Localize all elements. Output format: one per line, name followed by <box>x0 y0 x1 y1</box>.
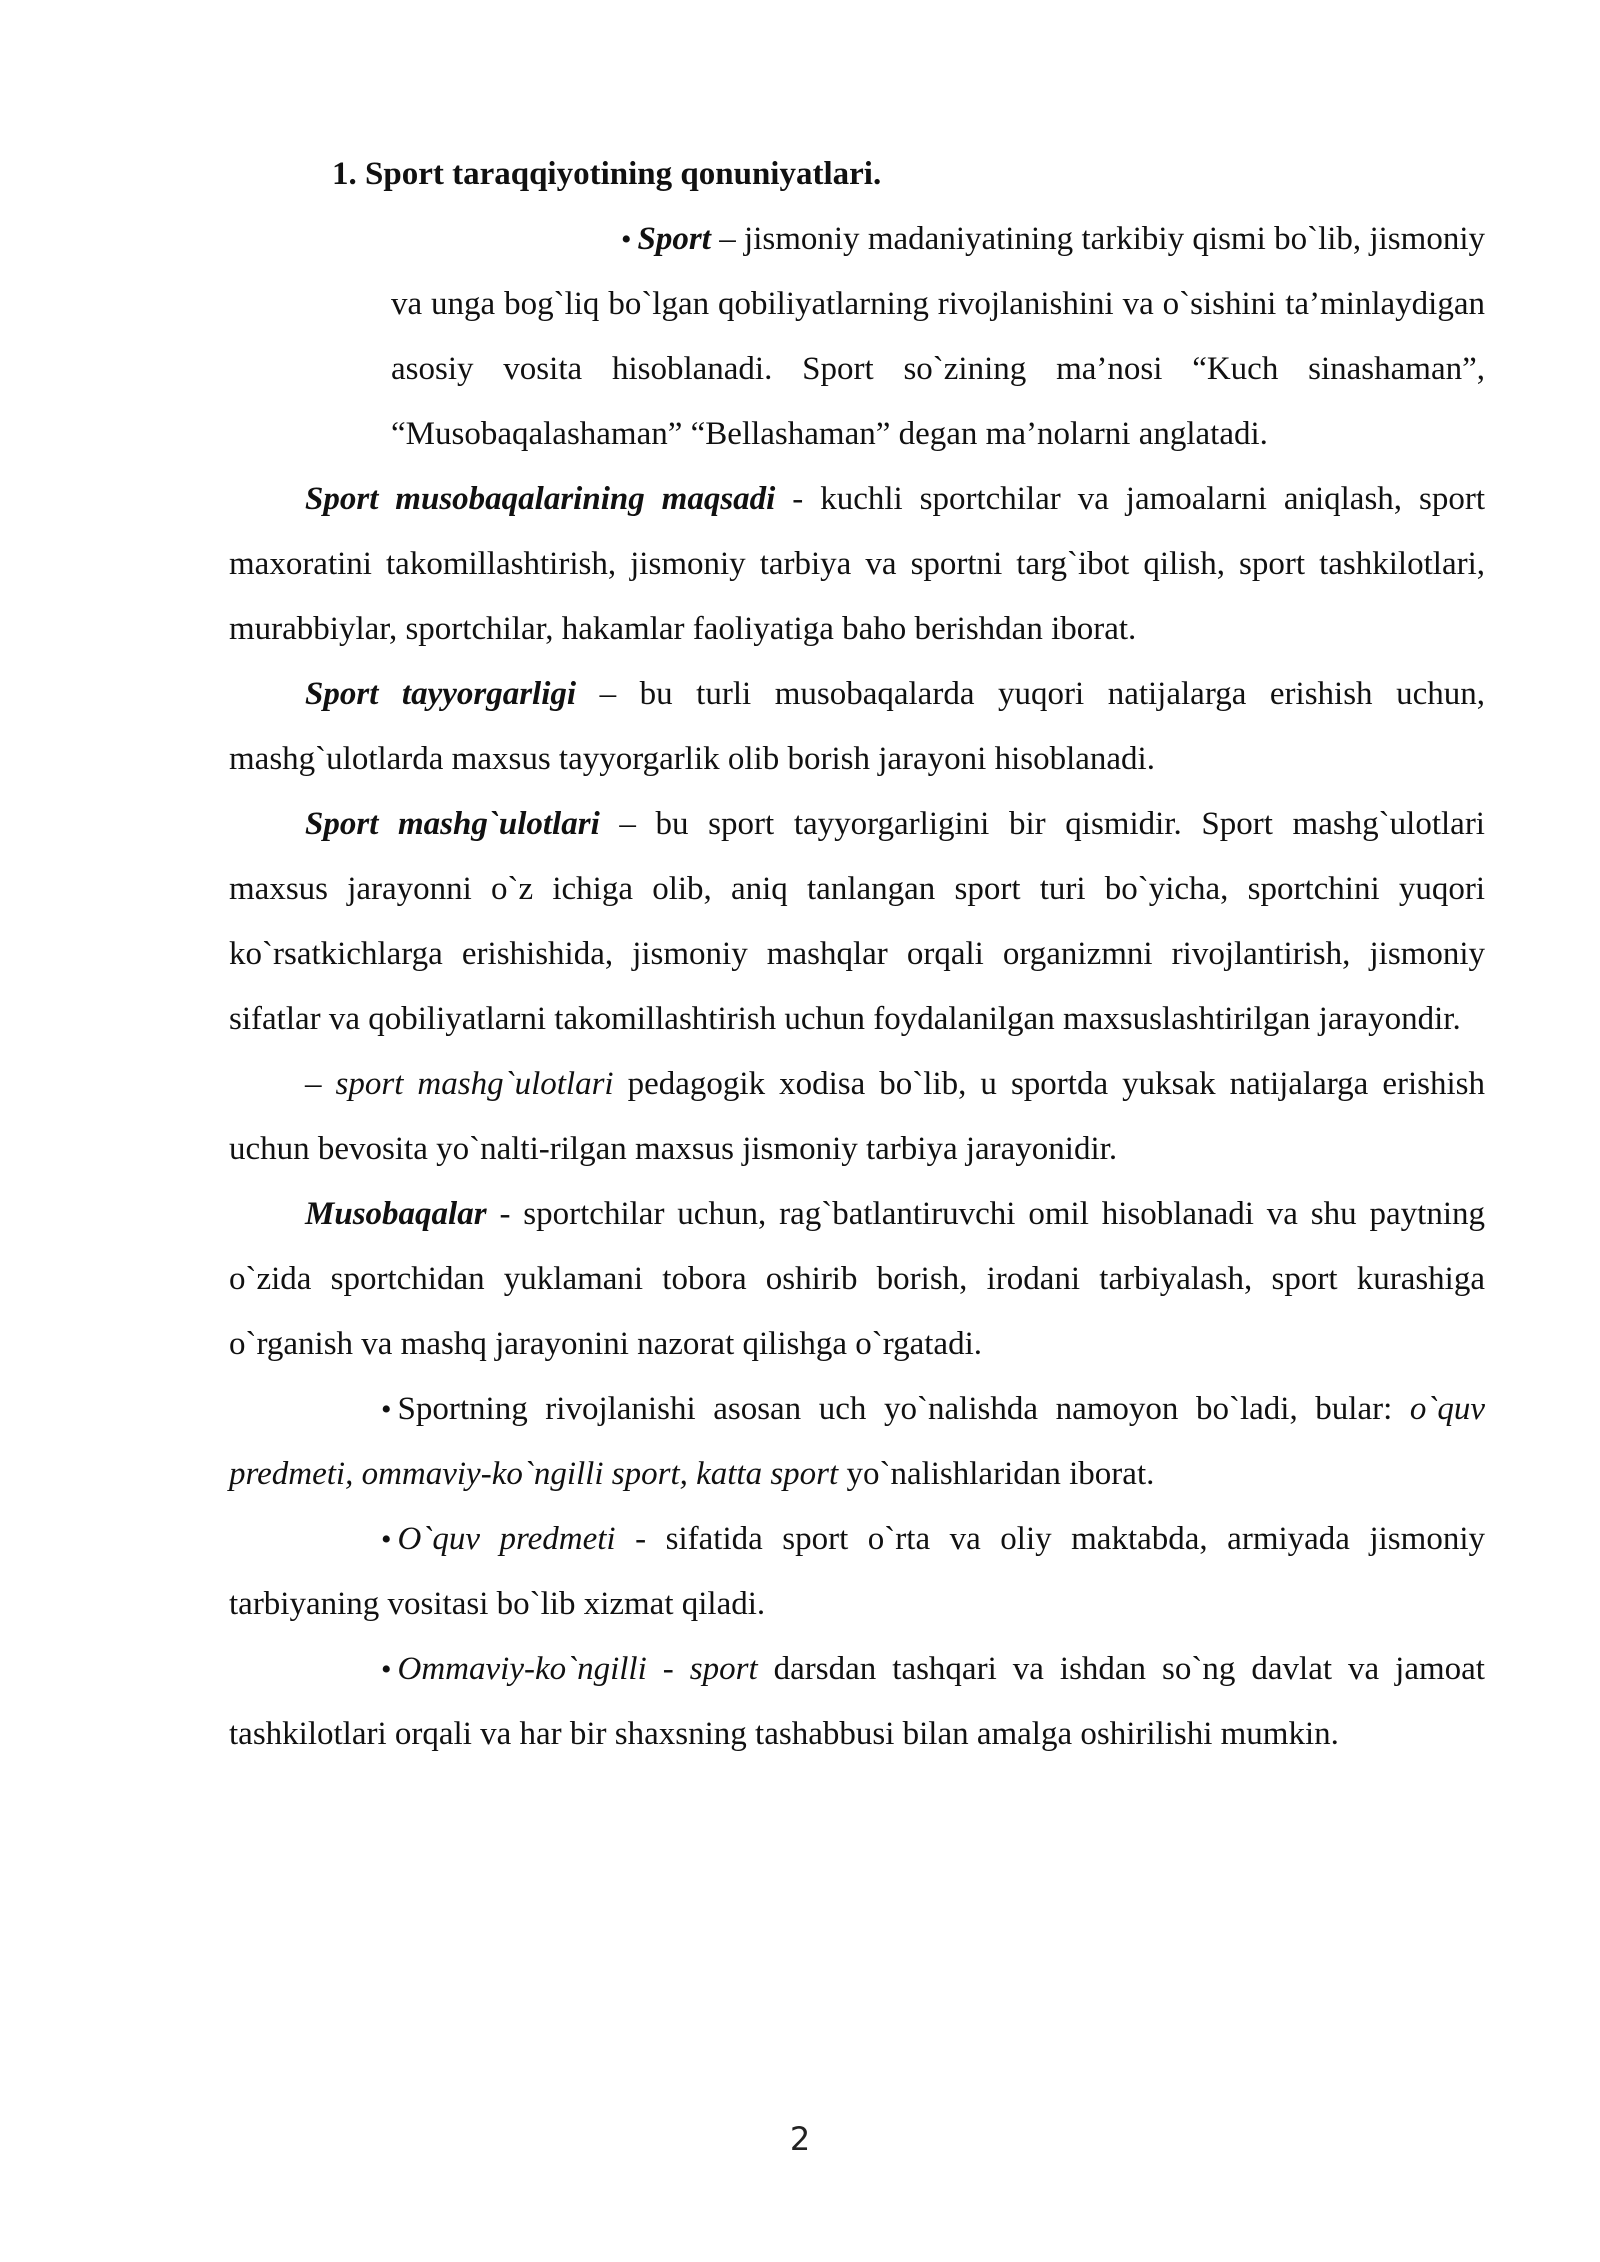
bullet-icon: • <box>381 1653 392 1686</box>
term-academic-subject: O`quv predmeti <box>397 1521 616 1557</box>
term-sport-training: Sport mashg`ulotlari <box>305 806 600 842</box>
paragraph-tail: yo`nalishlaridan iborat. <box>838 1456 1155 1492</box>
academic-subject-paragraph <box>229 1507 1485 1637</box>
competitions-paragraph <box>229 1182 1485 1377</box>
paragraph-text: – jismoniy madaniyatining tarkibiy qismi bo`lib, jismoniy va unga bog`liq bo`lgan qobiliyatlarning rivojlanishini va o`sishini ta’minlaydigan asosiy vosita hisoblanadi. Sport so`zining ma’nosi “Kuch sinashaman”, “Musobaqalashaman” “Bellashaman” degan ma’nolarni anglatadi. <box>391 221 1485 452</box>
directions-list: o`quv predmeti, ommaviy-ko`ngilli sport, katta sport <box>229 1391 1485 1492</box>
paragraph-text: - sportchilar uchun, rag`batlantiruvchi omil hisoblanadi va shu paytning o`zida sportchidan yuklamani tobora oshirib borish, irodani tarbiyalash, sport kurashiga o`rganish va mashq jarayonini nazorat qilishga o`rgatadi. <box>229 1196 1485 1362</box>
bullet-icon: • <box>621 223 632 256</box>
paragraph-text: - kuchli sportchilar va jamoalarni aniqlash, sport maxoratini takomillashtirish, jismoniy tarbiya va sportni targ`ibot qilish, sport tashkilotlari, murabbiylar, sportchilar, hakamlar faoliyatiga baho berishdan iborat. <box>229 481 1485 647</box>
bullet-icon: • <box>381 1523 392 1556</box>
paragraph-text: pedagogik xodisa bo`lib, u sportda yuksak natijalarga erishish uchun bevosita yo`nalti-rilgan maxsus jismoniy tarbiya jarayonidir. <box>229 1066 1485 1167</box>
page-content <box>229 142 1485 1767</box>
section-heading: 1. Sport taraqqiyotining qonuniyatlari. <box>332 156 882 192</box>
sport-training-paragraph <box>229 792 1485 1052</box>
paragraph-text: darsdan tashqari va ishdan so`ng davlat va jamoat tashkilotlari orqali va har bir shaxsning tashabbusi bilan amalga oshirilishi mumkin. <box>229 1651 1485 1752</box>
mass-sport-paragraph <box>229 1637 1485 1767</box>
paragraph-text: Sportning rivojlanishi asosan uch yo`nalishda namoyon bo`ladi, bular: <box>397 1391 1410 1427</box>
paragraph-text: - sifatida sport o`rta va oliy maktabda, armiyada jismoniy tarbiyaning vositasi bo`lib xizmat qiladi. <box>229 1521 1485 1622</box>
term-mass-voluntary: Ommaviy-ko`ngilli <box>397 1651 647 1687</box>
paragraph-text: – bu turli musobaqalarda yuqori natijalarga erishish uchun, mashg`ulotlarda maxsus tayyorgarlik olib borish jarayoni hisoblanadi. <box>229 676 1485 777</box>
term-competition-goal: Sport musobaqalarining maqsadi <box>305 481 776 517</box>
sport-definition-paragraph <box>391 207 1485 467</box>
term-separator: - <box>646 1651 690 1687</box>
sport-preparation-paragraph <box>229 662 1485 792</box>
term-sport-training-italic: sport mashg`ulotlari <box>335 1066 614 1102</box>
paragraph-text: – bu sport tayyorgarligini bir qismidir. Sport mashg`ulotlari maxsus jarayonni o`z ichiga olib, aniq tanlangan sport turi bo`yicha, sportchini yuqori ko`rsatkichlarga erishishida, jismoniy mashqlar orqali organizmni rivojlantirish, jismoniy sifatlar va qobiliyatlarni takomillashtirish uchun foydalanilgan maxsuslashtirilgan jarayondir. <box>229 806 1485 1037</box>
term-sport: Sport <box>637 221 711 257</box>
training-pedagogy-paragraph <box>229 1052 1485 1182</box>
development-directions-paragraph <box>229 1377 1485 1507</box>
bullet-icon: • <box>381 1393 392 1426</box>
dash-prefix: – <box>305 1066 336 1102</box>
competition-goal-paragraph <box>229 467 1485 662</box>
page-number: 2 <box>789 2120 811 2158</box>
term-competitions: Musobaqalar <box>305 1196 487 1232</box>
term-sport-preparation: Sport tayyorgarligi <box>305 676 577 712</box>
term-sport-word: sport <box>689 1651 758 1687</box>
